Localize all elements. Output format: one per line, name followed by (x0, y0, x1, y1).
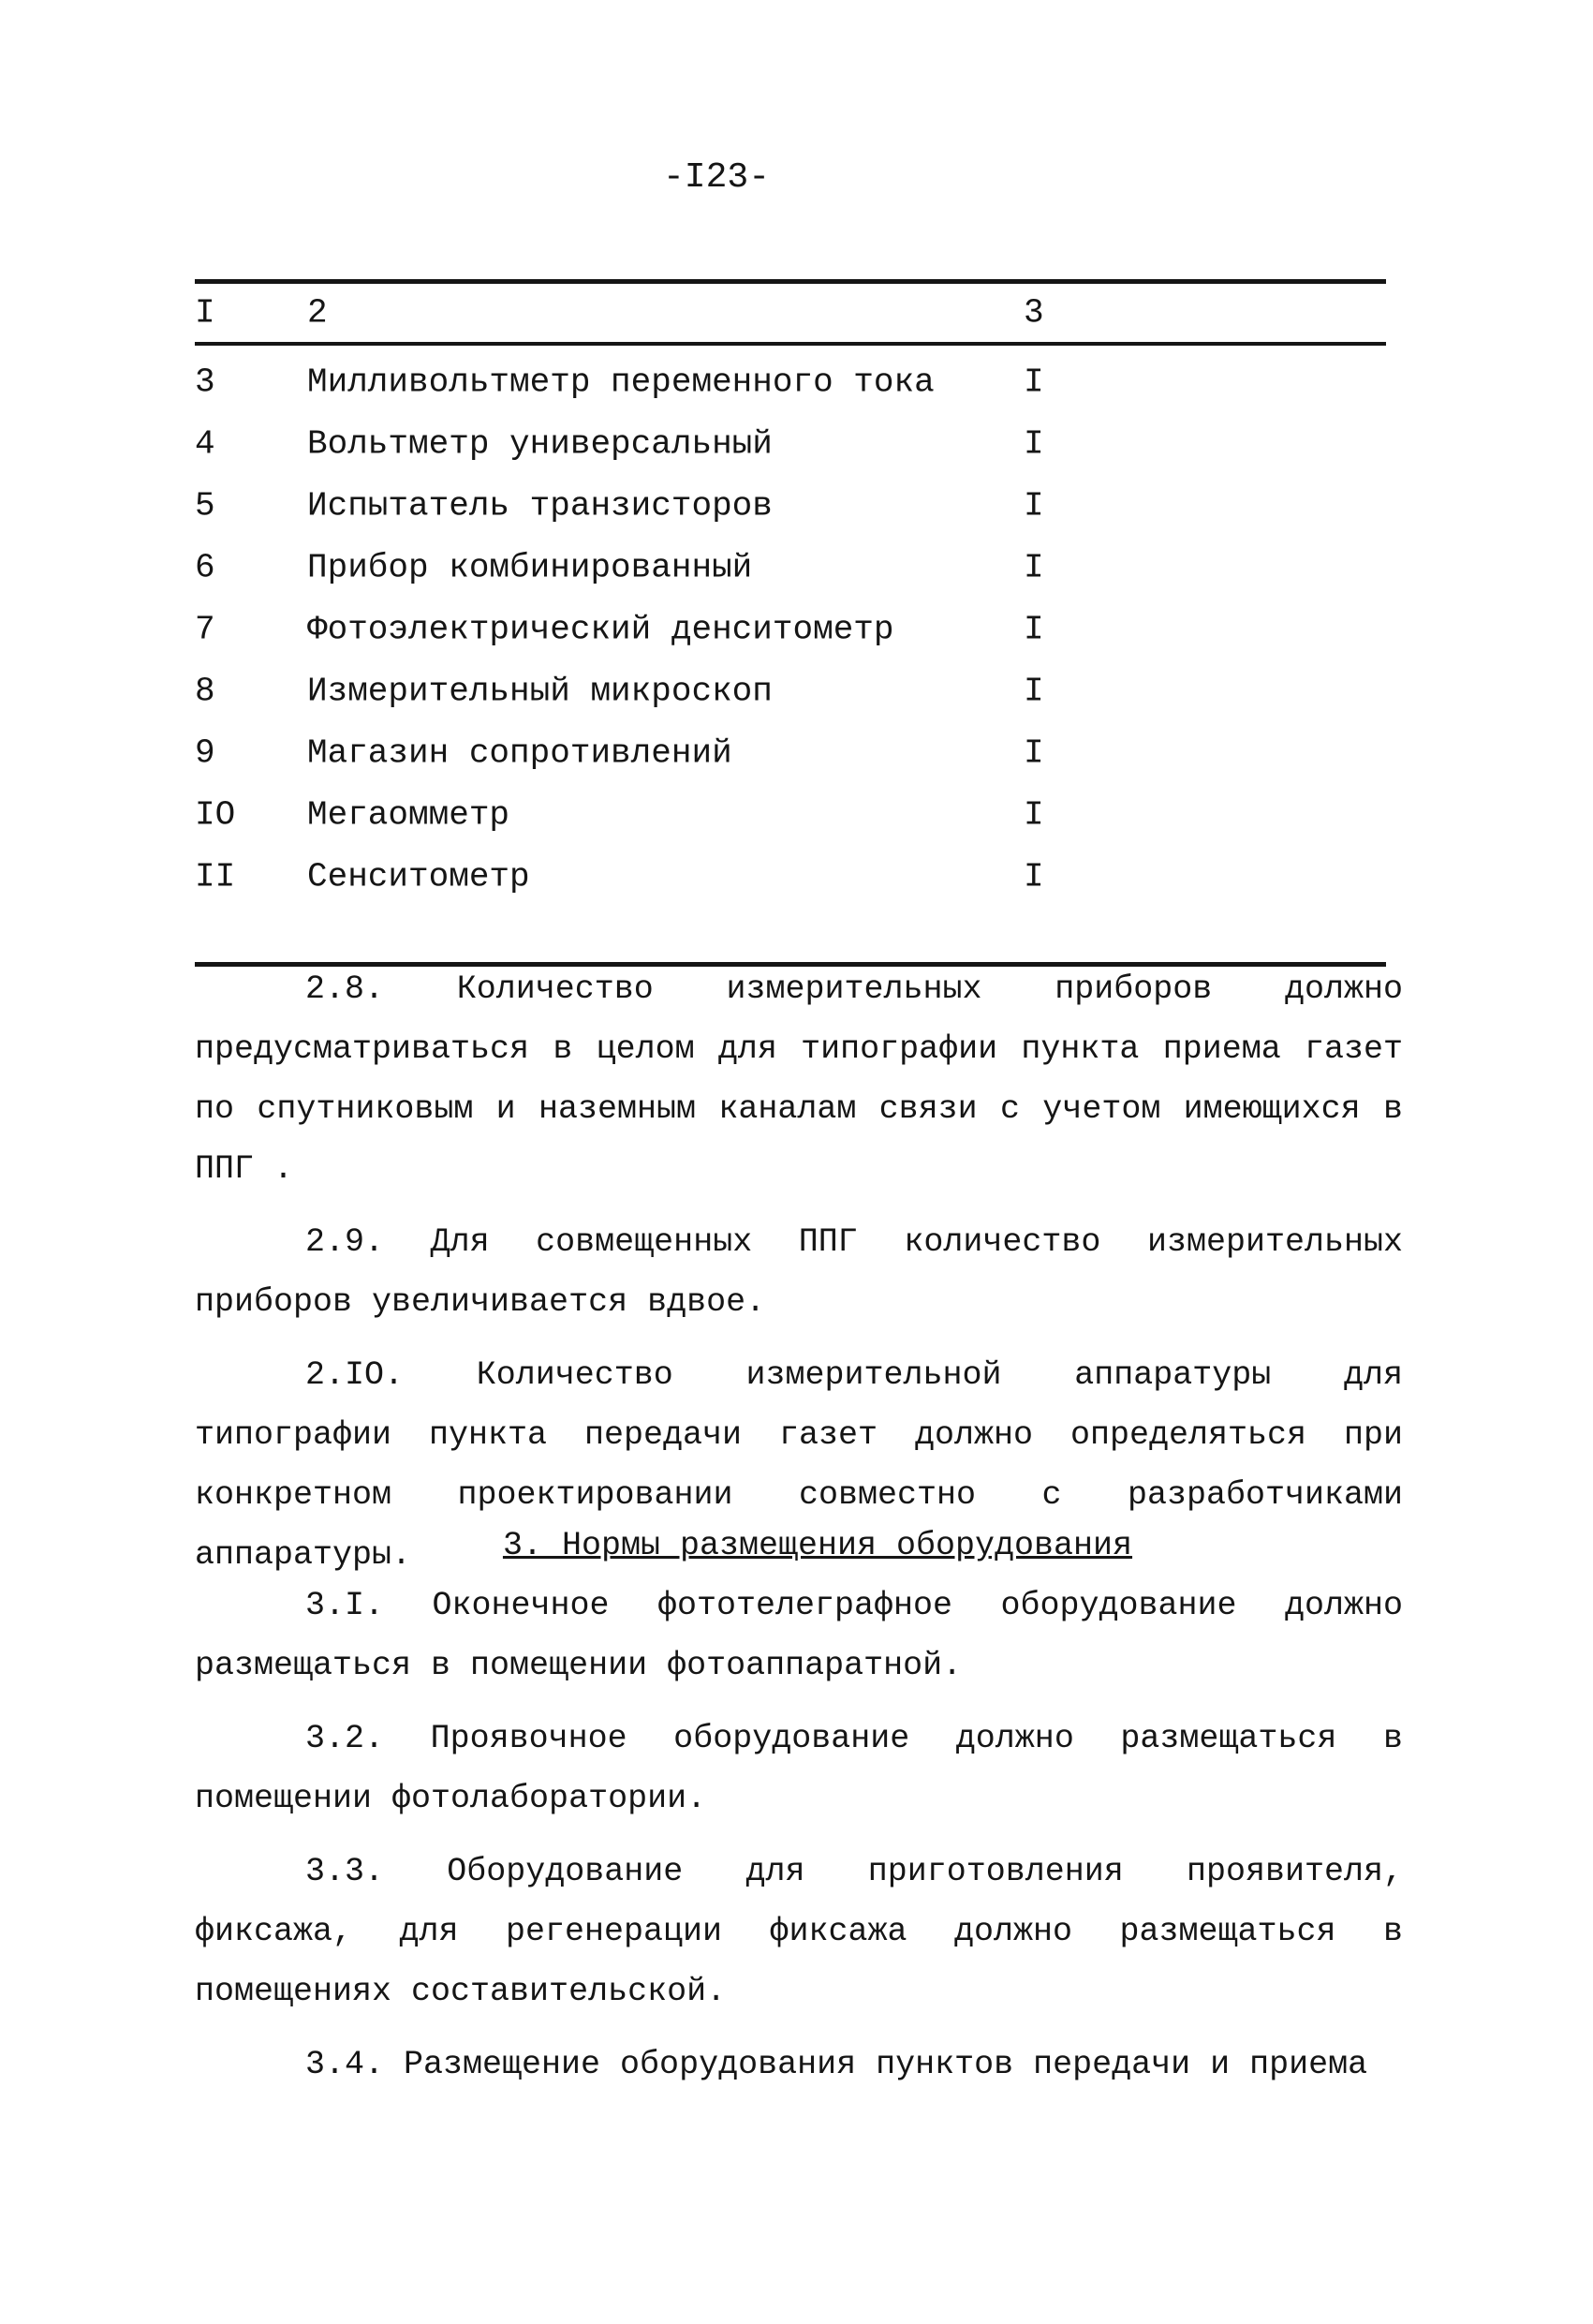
row-name: Магазин сопротивлений (307, 733, 732, 773)
text-section-2 (195, 959, 1403, 1585)
text-section-3 (195, 1516, 1403, 2095)
row-quantity: I (1024, 795, 1044, 835)
row-number: 9 (195, 733, 215, 773)
row-number: 8 (195, 672, 215, 711)
row-name: Измерительный микроскоп (307, 672, 773, 711)
row-number: 7 (195, 610, 215, 649)
header-col-1: I (195, 293, 215, 333)
row-quantity: I (1024, 857, 1044, 896)
row-name: Прибор комбинированный (307, 548, 753, 587)
row-name: Фотоэлектрический денситометр (307, 610, 894, 649)
row-quantity: I (1024, 672, 1044, 711)
page-number: -I23- (662, 157, 771, 198)
row-name: Вольтметр универсальный (307, 424, 773, 464)
header-col-3: 3 (1024, 293, 1044, 333)
paragraph-2-8: 2.8. Количество измерительных приборов должно предусматриваться в целом для типографии пункта приема газет по спутниковым и наземным каналам связи с учетом имеющихся в ППГ . (195, 970, 1403, 1188)
row-number: 3 (195, 363, 215, 402)
paragraph-3-4: 3.4. Размещение оборудования пунктов передачи и приема (305, 2046, 1368, 2083)
paragraph-3-2: 3.2. Проявочное оборудование должно размещаться в помещении фотолаборатории. (195, 1720, 1403, 1817)
row-number: 5 (195, 486, 215, 525)
row-name: Мегаомметр (307, 795, 510, 835)
table-body (195, 346, 1386, 962)
row-number: II (195, 857, 236, 896)
row-quantity: I (1024, 733, 1044, 773)
row-quantity: I (1024, 363, 1044, 402)
paragraph-2-9: 2.9. Для совмещенных ППГ количество измерительных приборов увеличивается вдвое. (195, 1223, 1403, 1321)
row-name: Сенситометр (307, 857, 530, 896)
equipment-table (195, 279, 1386, 967)
header-col-2: 2 (307, 293, 328, 333)
row-number: IO (195, 795, 236, 835)
row-quantity: I (1024, 548, 1044, 587)
row-number: 4 (195, 424, 215, 464)
paragraph-3-3: 3.3. Оборудование для приготовления проявителя, фиксажа, для регенерации фиксажа должно размещаться в помещениях составительской. (195, 1853, 1403, 2010)
table-row (195, 660, 1386, 722)
table-row (195, 784, 1386, 846)
row-name: Испытатель транзисторов (307, 486, 773, 525)
table-header-row (195, 284, 1386, 342)
table-row (195, 351, 1386, 413)
row-name: Милливольтметр переменного тока (307, 363, 935, 402)
paragraph-2-10: 2.IO. Количество измерительной аппаратуры для типографии пункта передачи газет должно определяться при конкретном проектировании совместно с разработчиками аппаратуры. (195, 1356, 1403, 1574)
row-quantity: I (1024, 610, 1044, 649)
paragraph-3-1: 3.I. Оконечное фототелеграфное оборудование должно размещаться в помещении фотоаппаратной. (195, 1587, 1403, 1684)
row-quantity: I (1024, 424, 1044, 464)
table-row (195, 413, 1386, 475)
table-row (195, 599, 1386, 660)
table-row (195, 722, 1386, 784)
row-quantity: I (1024, 486, 1044, 525)
table-row (195, 537, 1386, 599)
section-heading: 3. Нормы размещения оборудования (502, 1527, 1133, 1564)
row-number: 6 (195, 548, 215, 587)
table-row (195, 846, 1386, 908)
table-row (195, 475, 1386, 537)
